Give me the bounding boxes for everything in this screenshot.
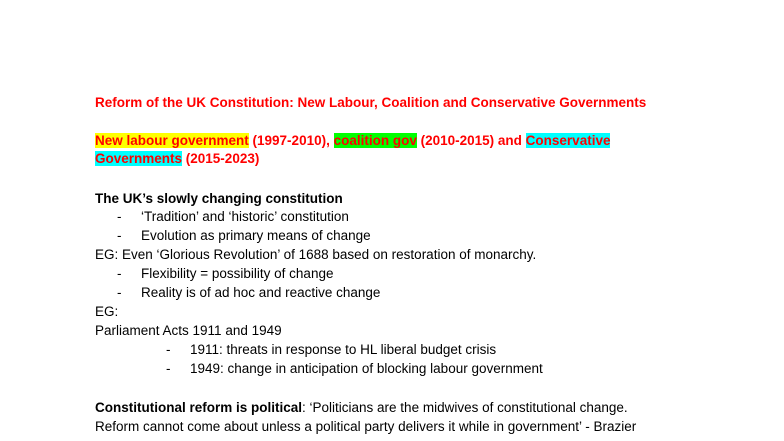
list-item-text: Flexibility = possibility of change [141,266,334,281]
document-title: Reform of the UK Constitution: New Labour, Coalition and Conservative Governments [95,95,647,110]
highlight-conservative: Conservative [525,133,611,148]
bullet-dash: - [117,285,122,300]
list-item [117,265,333,283]
section2-quote-start: : ‘Politicians are the midwives of constitutional change. [302,400,628,415]
list-item-text: Evolution as primary means of change [141,228,371,243]
section2-line-2: Reform cannot come about unless a political party delivers it while in government’ - Brazier [95,419,637,434]
subtitle-years-1: (1997-2010), [248,133,334,148]
subtitle-line-1 [95,132,610,150]
section2-line-1 [95,399,628,417]
list-item [166,341,496,359]
highlight-coalition: coalition gov [333,133,417,148]
list-item [166,360,543,378]
subtitle-line-2 [95,150,259,168]
bullet-dash: - [117,209,122,224]
highlight-governments: Governments [95,151,183,166]
bullet-dash: - [166,342,171,357]
list-item [117,208,349,226]
list-item-text: 1949: change in anticipation of blocking labour government [190,361,543,376]
list-item [117,284,380,302]
highlight-new-labour: New labour government [95,133,249,148]
subtitle-years-3: (2015-2023) [182,151,260,166]
example-1: EG: Even ‘Glorious Revolution’ of 1688 based on restoration of monarchy. [95,247,537,262]
list-item-text: ‘Tradition’ and ‘historic’ constitution [141,209,349,224]
bullet-dash: - [117,228,122,243]
subtitle-years-2: (2010-2015) and [416,133,526,148]
list-item-text: 1911: threats in response to HL liberal budget crisis [190,342,497,357]
list-item [117,227,371,245]
example-2-label: EG: [95,304,119,319]
parliament-acts: Parliament Acts 1911 and 1949 [95,323,282,338]
list-item-text: Reality is of ad hoc and reactive change [141,285,381,300]
bullet-dash: - [166,361,171,376]
bullet-dash: - [117,266,122,281]
section1-heading: The UK’s slowly changing constitution [95,191,343,206]
section2-heading: Constitutional reform is political [95,400,303,415]
